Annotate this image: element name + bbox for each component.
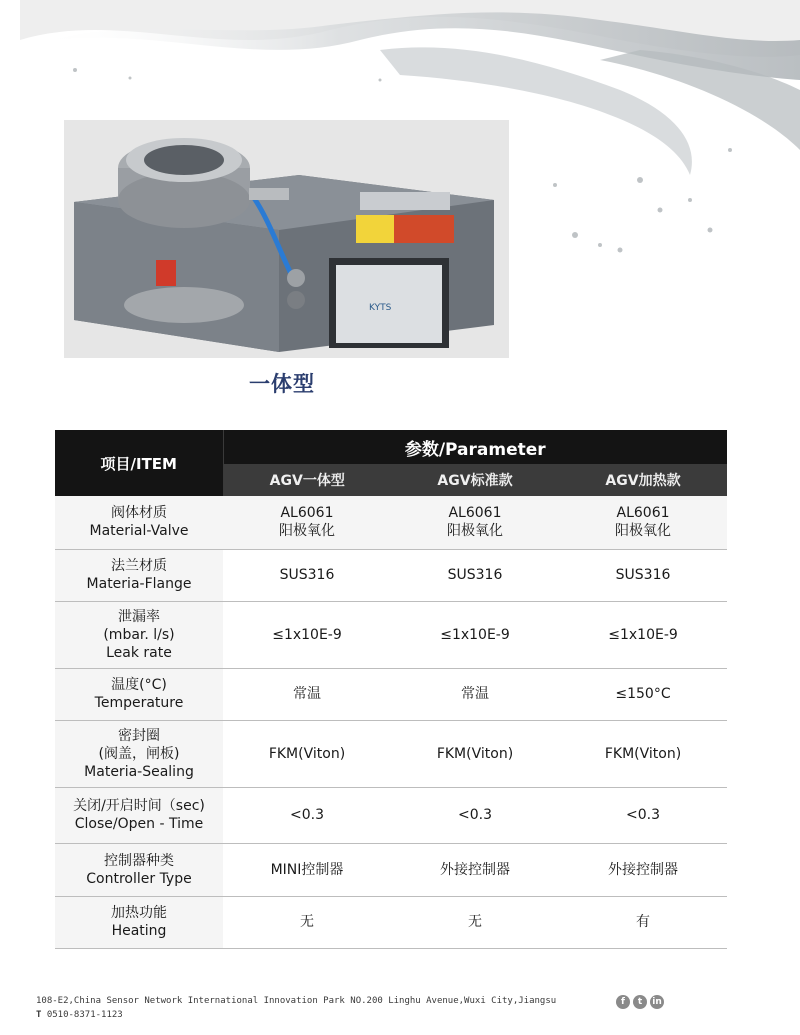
footer-address: 108-E2,China Sensor Network International Innovation Park NO.200 Linghu Avenue,Wuxi City,Jiangsu <box>36 996 557 1006</box>
table-row <box>55 720 727 787</box>
column-header: AGV一体型 <box>223 464 391 496</box>
cell-value: MINI控制器 <box>223 843 391 896</box>
row-label: 泄漏率 (mbar. l/s) Leak rate <box>55 601 223 668</box>
cell-value: <0.3 <box>391 787 559 843</box>
cell-value: AL6061 阳极氧化 <box>391 496 559 549</box>
row-label: 控制器种类 Controller Type <box>55 843 223 896</box>
cell-value: AL6061 阳极氧化 <box>223 496 391 549</box>
table-row <box>55 843 727 896</box>
cell-value: 外接控制器 <box>391 843 559 896</box>
product-title: 一体型 <box>249 372 315 396</box>
twitter-icon[interactable]: t <box>633 995 647 1009</box>
cell-value: 无 <box>223 896 391 948</box>
column-header: AGV加热款 <box>559 464 727 496</box>
row-label: 密封圈 (阀盖，闸板) Materia-Sealing <box>55 720 223 787</box>
cell-value: SUS316 <box>559 549 727 601</box>
table-row <box>55 601 727 668</box>
facebook-icon[interactable]: f <box>616 995 630 1009</box>
row-label: 阀体材质 Material-Valve <box>55 496 223 549</box>
cell-value: FKM(Viton) <box>391 720 559 787</box>
cell-value: SUS316 <box>223 549 391 601</box>
table-row <box>55 496 727 549</box>
cell-value: 外接控制器 <box>559 843 727 896</box>
row-label: 法兰材质 Materia-Flange <box>55 549 223 601</box>
cell-value: FKM(Viton) <box>223 720 391 787</box>
cell-value: 无 <box>391 896 559 948</box>
item-header: 项目/ITEM <box>55 430 223 496</box>
cell-value: 常温 <box>391 668 559 720</box>
table-row <box>55 896 727 948</box>
table-row <box>55 787 727 843</box>
cell-value: ≤1x10E-9 <box>559 601 727 668</box>
phone-number: 0510-8371-1123 <box>46 1010 123 1020</box>
phone-prefix: T <box>36 1010 42 1020</box>
footer <box>36 994 556 1022</box>
svg-text:KYTS: KYTS <box>369 303 392 313</box>
cell-value: 常温 <box>223 668 391 720</box>
cell-value: ≤1x10E-9 <box>223 601 391 668</box>
row-label: 温度(°C) Temperature <box>55 668 223 720</box>
table-row <box>55 668 727 720</box>
column-header: AGV标准款 <box>391 464 559 496</box>
product-photo <box>64 120 509 358</box>
row-label: 加热功能 Heating <box>55 896 223 948</box>
table-row <box>55 549 727 601</box>
cell-value: <0.3 <box>223 787 391 843</box>
footer-phone <box>36 1008 556 1022</box>
cell-value: ≤1x10E-9 <box>391 601 559 668</box>
cell-value: FKM(Viton) <box>559 720 727 787</box>
linkedin-icon[interactable]: in <box>650 995 664 1009</box>
cell-value: 有 <box>559 896 727 948</box>
row-label: 关闭/开启时间（sec) Close/Open - Time <box>55 787 223 843</box>
cell-value: SUS316 <box>391 549 559 601</box>
parameter-header: 参数/Parameter <box>223 430 727 464</box>
parameter-table <box>55 430 727 949</box>
cell-value: AL6061 阳极氧化 <box>559 496 727 549</box>
cell-value: <0.3 <box>559 787 727 843</box>
social-links <box>616 995 664 1009</box>
cell-value: ≤150°C <box>559 668 727 720</box>
